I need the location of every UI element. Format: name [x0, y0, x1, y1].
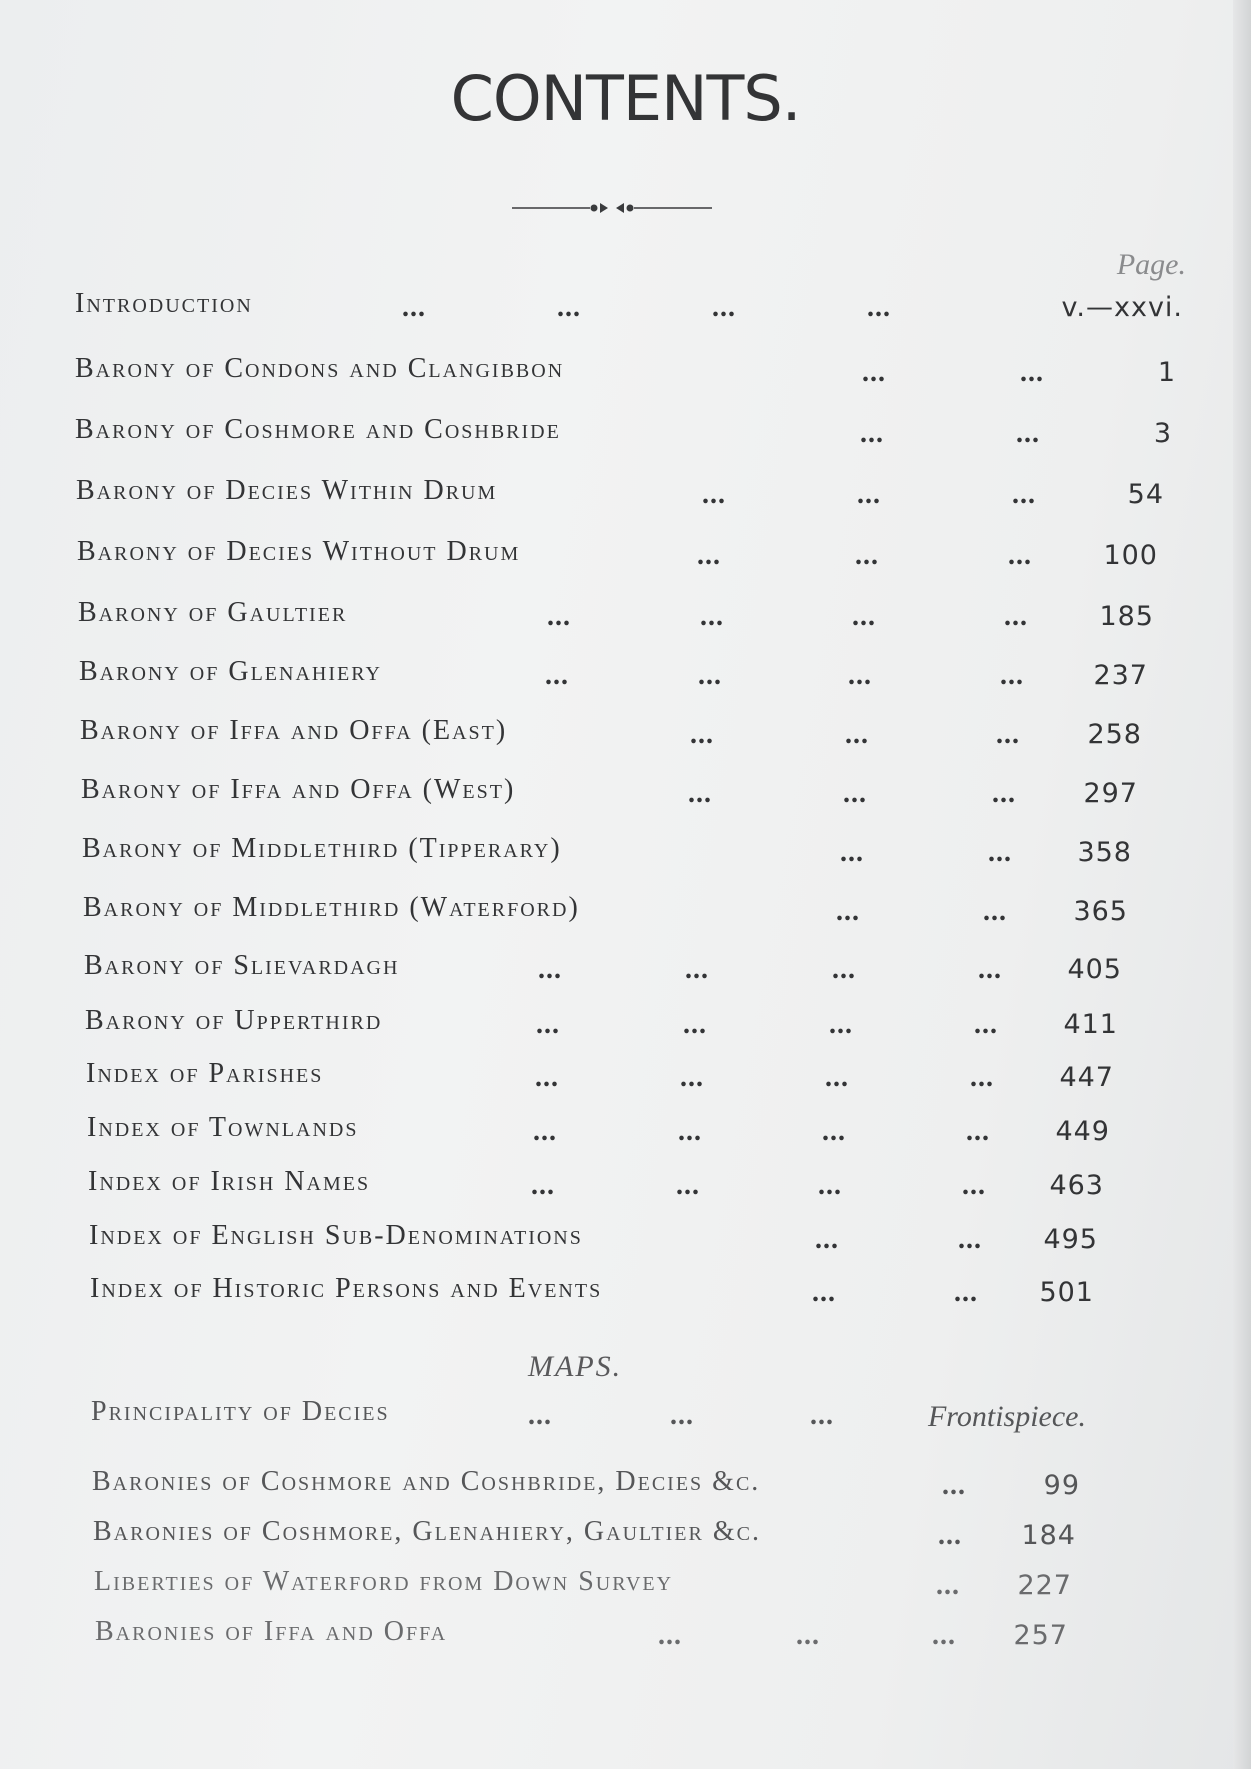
toc-entry-index-townlands[interactable] — [0, 1112, 1251, 1152]
toc-entry-page: 411 — [1063, 1009, 1118, 1040]
toc-entry-label: Barony of Middlethird (Tipperary) — [82, 833, 562, 864]
toc-entry-coshmore[interactable] — [0, 414, 1251, 454]
toc-entry-page: 185 — [1099, 601, 1154, 632]
toc-entry-label: Introduction — [75, 288, 253, 319]
leader-dots: ... — [545, 660, 569, 691]
toc-entry-page: 54 — [1127, 479, 1164, 510]
map-entry-label: Baronies of Coshmore, Glenahiery, Gaultier &c. — [93, 1516, 761, 1547]
map-entry-label: Liberties of Waterford from Down Survey — [94, 1566, 674, 1597]
toc-entry-index-english[interactable] — [0, 1220, 1251, 1260]
toc-entry-iffa-west[interactable] — [0, 774, 1251, 814]
map-entry-coshmore-decies[interactable] — [0, 1466, 1251, 1506]
toc-entry-introduction[interactable] — [0, 288, 1251, 328]
leader-dots: ... — [538, 954, 562, 985]
leader-dots: ... — [936, 1570, 960, 1601]
leader-dots: ... — [683, 1009, 707, 1040]
leader-dots: ... — [712, 292, 736, 323]
toc-entry-label: Barony of Decies Within Drum — [76, 475, 498, 506]
leader-dots: ... — [962, 1170, 986, 1201]
map-entry-label: Baronies of Coshmore and Coshbride, Decies &c. — [92, 1466, 761, 1497]
leader-dots: ... — [810, 1400, 834, 1431]
toc-entry-label: Barony of Decies Without Drum — [77, 536, 521, 567]
map-entry-label: Principality of Decies — [91, 1396, 390, 1427]
toc-entry-page: 405 — [1067, 954, 1122, 985]
leader-dots: ... — [845, 719, 869, 750]
toc-entry-index-parishes[interactable] — [0, 1058, 1251, 1098]
map-entry-iffa-offa[interactable] — [0, 1616, 1251, 1656]
toc-entry-page: 495 — [1043, 1224, 1098, 1255]
leader-dots: ... — [678, 1116, 702, 1147]
leader-dots: ... — [702, 479, 726, 510]
toc-entry-label: Barony of Condons and Clangibbon — [75, 353, 565, 384]
toc-entry-page: 358 — [1077, 837, 1132, 868]
leader-dots: ... — [1000, 660, 1024, 691]
leader-dots: ... — [857, 479, 881, 510]
leader-dots: ... — [867, 292, 891, 323]
leader-dots: ... — [825, 1062, 849, 1093]
leader-dots: ... — [974, 1009, 998, 1040]
toc-entry-page: 237 — [1093, 660, 1148, 691]
page-column-label: Page. — [1116, 248, 1186, 281]
toc-entry-page: 297 — [1083, 778, 1138, 809]
toc-entry-label: Barony of Slievardagh — [84, 950, 400, 981]
toc-entry-iffa-east[interactable] — [0, 715, 1251, 755]
leader-dots: ... — [970, 1062, 994, 1093]
map-entry-page: 227 — [1017, 1570, 1072, 1601]
toc-entry-label: Barony of Gaultier — [78, 597, 348, 628]
toc-entry-page: 100 — [1103, 540, 1158, 571]
toc-entry-middlethird-waterford[interactable] — [0, 892, 1251, 932]
leader-dots: ... — [670, 1400, 694, 1431]
map-entry-label: Baronies of Iffa and Offa — [95, 1616, 448, 1647]
toc-entry-gaultier[interactable] — [0, 597, 1251, 637]
leader-dots: ... — [958, 1224, 982, 1255]
leader-dots: ... — [932, 1620, 956, 1651]
leader-dots: ... — [855, 540, 879, 571]
leader-dots: ... — [840, 837, 864, 868]
leader-dots: ... — [557, 292, 581, 323]
toc-entry-label: Index of English Sub-Denominations — [89, 1220, 583, 1251]
toc-entry-page: 449 — [1055, 1116, 1110, 1147]
map-entry-principality[interactable] — [0, 1396, 1251, 1436]
leader-dots: ... — [988, 837, 1012, 868]
leader-dots: ... — [1012, 479, 1036, 510]
ornament-divider-icon — [512, 200, 712, 216]
toc-entry-condons[interactable] — [0, 353, 1251, 393]
leader-dots: ... — [690, 719, 714, 750]
leader-dots: ... — [848, 660, 872, 691]
leader-dots: ... — [676, 1170, 700, 1201]
toc-entry-page: v.—xxvi. — [1061, 292, 1183, 323]
leader-dots: ... — [700, 601, 724, 632]
toc-entry-label: Barony of Glenahiery — [79, 656, 382, 687]
toc-entry-page: 447 — [1059, 1062, 1114, 1093]
toc-entry-slievardagh[interactable] — [0, 950, 1251, 990]
leader-dots: ... — [698, 660, 722, 691]
leader-dots: ... — [680, 1062, 704, 1093]
map-entry-page: 257 — [1013, 1620, 1068, 1651]
leader-dots: ... — [528, 1400, 552, 1431]
leader-dots: ... — [829, 1009, 853, 1040]
toc-entry-index-irish-names[interactable] — [0, 1166, 1251, 1206]
leader-dots: ... — [796, 1620, 820, 1651]
leader-dots: ... — [815, 1224, 839, 1255]
leader-dots: ... — [978, 954, 1002, 985]
leader-dots: ... — [688, 778, 712, 809]
map-entry-page: 184 — [1021, 1520, 1076, 1551]
toc-entry-page: 501 — [1039, 1277, 1094, 1308]
leader-dots: ... — [547, 601, 571, 632]
leader-dots: ... — [1008, 540, 1032, 571]
leader-dots: ... — [860, 418, 884, 449]
toc-entry-label: Barony of Iffa and Offa (East) — [80, 715, 508, 746]
leader-dots: ... — [954, 1277, 978, 1308]
toc-entry-label: Barony of Middlethird (Waterford) — [83, 892, 580, 923]
map-entry-coshmore-glenahiery[interactable] — [0, 1516, 1251, 1556]
toc-entry-page: 365 — [1073, 896, 1128, 927]
leader-dots: ... — [697, 540, 721, 571]
leader-dots: ... — [996, 719, 1020, 750]
toc-entry-middlethird-tipperary[interactable] — [0, 833, 1251, 873]
maps-heading: MAPS. — [528, 1350, 623, 1383]
map-entry-page: Frontispiece. — [927, 1400, 1086, 1433]
leader-dots: ... — [812, 1277, 836, 1308]
leader-dots: ... — [852, 601, 876, 632]
leader-dots: ... — [402, 292, 426, 323]
leader-dots: ... — [836, 896, 860, 927]
leader-dots: ... — [1020, 357, 1044, 388]
toc-entry-label: Barony of Upperthird — [85, 1005, 383, 1036]
toc-entry-label: Barony of Iffa and Offa (West) — [81, 774, 516, 805]
leader-dots: ... — [938, 1520, 962, 1551]
toc-entry-label: Index of Townlands — [87, 1112, 359, 1143]
toc-entry-label: Index of Parishes — [86, 1058, 324, 1089]
leader-dots: ... — [966, 1116, 990, 1147]
leader-dots: ... — [992, 778, 1016, 809]
map-entry-liberties-waterford[interactable] — [0, 1566, 1251, 1606]
leader-dots: ... — [1016, 418, 1040, 449]
toc-entry-page: 258 — [1087, 719, 1142, 750]
leader-dots: ... — [535, 1062, 559, 1093]
leader-dots: ... — [822, 1116, 846, 1147]
leader-dots: ... — [531, 1170, 555, 1201]
leader-dots: ... — [862, 357, 886, 388]
toc-entry-page: 463 — [1049, 1170, 1104, 1201]
leader-dots: ... — [843, 778, 867, 809]
toc-entry-label: Index of Irish Names — [88, 1166, 371, 1197]
leader-dots: ... — [658, 1620, 682, 1651]
toc-entry-upperthird[interactable] — [0, 1005, 1251, 1045]
map-entry-page: 99 — [1043, 1470, 1080, 1501]
toc-entry-index-historic[interactable] — [0, 1273, 1251, 1313]
leader-dots: ... — [832, 954, 856, 985]
leader-dots: ... — [818, 1170, 842, 1201]
toc-entry-page: 3 — [1153, 418, 1172, 449]
leader-dots: ... — [685, 954, 709, 985]
leader-dots: ... — [533, 1116, 557, 1147]
toc-entry-page: 1 — [1157, 357, 1176, 388]
toc-entry-glenahiery[interactable] — [0, 656, 1251, 696]
toc-entry-decies-within[interactable] — [0, 475, 1251, 515]
toc-entry-label: Barony of Coshmore and Coshbride — [75, 414, 561, 445]
leader-dots: ... — [1004, 601, 1028, 632]
leader-dots: ... — [942, 1470, 966, 1501]
toc-entry-decies-without[interactable] — [0, 536, 1251, 576]
leader-dots: ... — [536, 1009, 560, 1040]
toc-entry-label: Index of Historic Persons and Events — [90, 1273, 603, 1304]
leader-dots: ... — [983, 896, 1007, 927]
page-title: CONTENTS. — [450, 62, 801, 135]
